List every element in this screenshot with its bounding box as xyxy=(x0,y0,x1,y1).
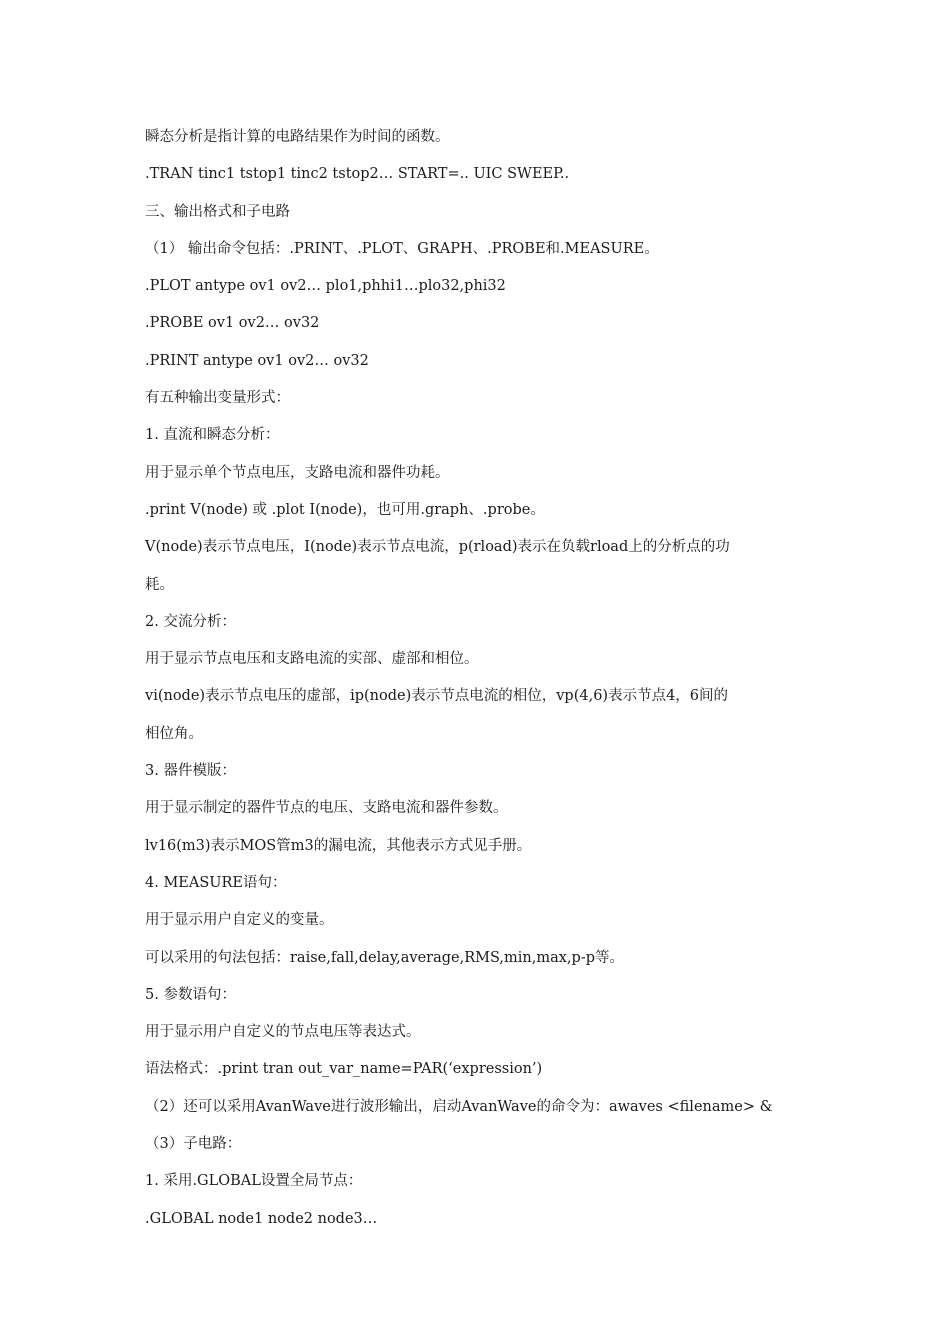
list-item-ac-analysis: 2. 交流分析： xyxy=(145,613,236,630)
paragraph-measure-use: 用于显示用户自定义的变量。 xyxy=(145,912,334,929)
list-item-global-nodes: 1. 采用.GLOBAL设置全局节点： xyxy=(145,1173,363,1190)
list-item-measure-statement: 4. MEASURE语句： xyxy=(145,874,287,891)
paragraph-ac-variables-explanation: vi(node)表示节点电压的虚部，ip(node)表示节点电流的相位，vp(4,6)表示节点4，6间的 xyxy=(145,688,729,705)
paragraph-measure-syntax: 可以采用的句法包括：raise,fall,delay,average,RMS,min,max,p-p等。 xyxy=(145,949,624,966)
paragraph-avanwave-output: （2）还可以采用AvanWave进行波形输出，启动AvanWave的命令为：awaves <filename> & xyxy=(145,1098,773,1115)
paragraph-device-template-example: lv16(m3)表示MOS管m3的漏电流，其他表示方式见手册。 xyxy=(145,837,532,854)
document-body xyxy=(145,119,815,1238)
paragraph-dc-transient-use: 用于显示单个节点电压，支路电流和器件功耗。 xyxy=(145,464,450,481)
code-tran-syntax: .TRAN tinc1 tstop1 tinc2 tstop2… START=.. UIC SWEEP.. xyxy=(145,166,570,183)
paragraph-node-voltage-explanation: V(node)表示节点电压，I(node)表示节点电流，p(rload)表示在负载rload上的分析点的功 xyxy=(145,539,730,556)
code-print-syntax: .PRINT antype ov1 ov2… ov32 xyxy=(145,352,369,369)
paragraph-device-template-use: 用于显示制定的器件节点的电压、支路电流和器件参数。 xyxy=(145,800,508,817)
list-item-dc-transient: 1. 直流和瞬态分析： xyxy=(145,427,280,444)
paragraph-output-commands: （1） 输出命令包括：.PRINT、.PLOT、GRAPH、.PROBE和.MEASURE。 xyxy=(145,240,659,257)
code-parameter-syntax: 语法格式：.print tran out_var_name=PAR(‘expression’) xyxy=(145,1061,543,1078)
section-heading-output-subcircuit: 三、输出格式和子电路 xyxy=(145,203,290,220)
list-item-parameter-statement: 5. 参数语句： xyxy=(145,986,236,1003)
list-item-device-template: 3. 器件模版： xyxy=(145,763,236,780)
code-plot-syntax: .PLOT antype ov1 ov2… plo1,phhi1…plo32,phi32 xyxy=(145,278,506,295)
paragraph-parameter-use: 用于显示用户自定义的节点电压等表达式。 xyxy=(145,1024,421,1041)
paragraph-ac-variables-explanation-cont: 相位角。 xyxy=(145,725,203,742)
paragraph-transient-definition: 瞬态分析是指计算的电路结果作为时间的函数。 xyxy=(145,129,450,145)
paragraph-node-voltage-explanation-cont: 耗。 xyxy=(145,576,174,593)
paragraph-ac-analysis-use: 用于显示节点电压和支路电流的实部、虚部和相位。 xyxy=(145,651,479,668)
paragraph-five-output-forms: 有五种输出变量形式： xyxy=(145,390,290,407)
code-print-plot-example: .print V(node) 或 .plot I(node)，也可用.graph、.probe。 xyxy=(145,501,545,518)
paragraph-subcircuit-heading: （3）子电路： xyxy=(145,1136,242,1153)
code-global-syntax: .GLOBAL node1 node2 node3… xyxy=(145,1210,378,1227)
code-probe-syntax: .PROBE ov1 ov2… ov32 xyxy=(145,315,320,332)
